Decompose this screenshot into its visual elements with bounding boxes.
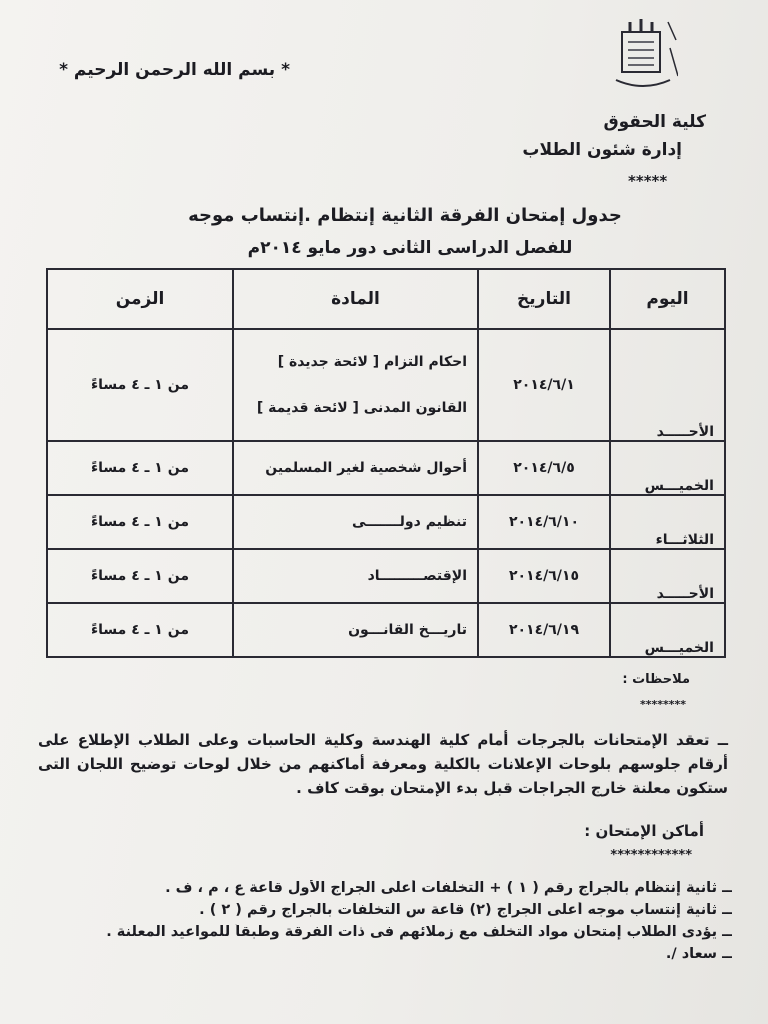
- table-header-row: [47, 269, 725, 329]
- cell-date: ٢٠١٤/٦/١: [478, 329, 610, 441]
- cell-day: الخميـــس: [610, 603, 725, 657]
- exam-places-separator: ************: [610, 848, 692, 863]
- schedule-subtitle: للفصل الدراسى الثانى دور مايو ٢٠١٤م: [247, 238, 573, 258]
- exam-place-line: ــ ثانية إنتساب موجه أعلى الجراج (٢) قاعة س التخلفات بالجراج رقم ( ٢ ) .: [199, 902, 732, 918]
- table-row: [47, 603, 725, 657]
- cell-date: ٢٠١٤/٦/٥: [478, 441, 610, 495]
- faculty-name: كلية الحقوق: [603, 112, 706, 132]
- cell-subject: أحوال شخصية لغير المسلمين: [233, 441, 478, 495]
- exam-place-line: ــ يؤدى الطلاب إمتحان مواد التخلف مع زملائهم فى ذات الفرقة وطبقاً للمواعيد المعلنة .: [106, 924, 732, 940]
- table-row: [47, 441, 725, 495]
- cell-date: ٢٠١٤/٦/١٩: [478, 603, 610, 657]
- basmala: * بسم الله الرحمن الرحيم *: [59, 60, 290, 80]
- cell-time: من ١ ـ ٤ مساءً: [47, 549, 233, 603]
- table-row: [47, 549, 725, 603]
- cell-date: ٢٠١٤/٦/١٠: [478, 495, 610, 549]
- exam-place-line: ــ ثانية إنتظام بالجراج رقم ( ١ ) + التخلفات أعلى الجراج الأول قاعة ع ، م ، ف .: [165, 880, 732, 896]
- notes-paragraph: ــ تعقد الإمتحانات بالجرجات أمام كلية الهندسة وكلية الحاسبات وعلى الطلاب الإطلاع على أرقام جلوسهم بلوحات الإعلانات بالكلية ومعرفة أماكنهم من خلال لوحات توضيح اللجان التى ستكون معلنة خارج الجراجات قبل بدء الإمتحان بوقت كاف .: [38, 731, 728, 797]
- table-row: [47, 329, 725, 441]
- cell-time: من ١ ـ ٤ مساءً: [47, 329, 233, 441]
- cell-day: الثلاثـــاء: [610, 495, 725, 549]
- header-day: اليوم: [610, 269, 725, 329]
- cell-subject: الإقتصـــــــــاد: [233, 549, 478, 603]
- cell-time: من ١ ـ ٤ مساءً: [47, 441, 233, 495]
- cell-day: الخميـــس: [610, 441, 725, 495]
- header-subject: المادة: [233, 269, 478, 329]
- table-row: [47, 495, 725, 549]
- header-time: الزمن: [47, 269, 233, 329]
- cell-date: ٢٠١٤/٦/١٥: [478, 549, 610, 603]
- cell-subject: [233, 329, 478, 441]
- header-separator: *****: [628, 172, 668, 190]
- department-name: إدارة شئون الطلاب: [522, 140, 682, 160]
- cell-time: من ١ ـ ٤ مساءً: [47, 495, 233, 549]
- cell-day: الأحـــــد: [610, 329, 725, 441]
- notes-heading: ملاحظات :: [622, 672, 690, 687]
- cell-subject: تاريـــخ القانـــون: [233, 603, 478, 657]
- schedule-title: جدول إمتحان الفرقة الثانية إنتظام .إنتساب موجه: [188, 205, 622, 226]
- cell-time: من ١ ـ ٤ مساءً: [47, 603, 233, 657]
- notes-separator: ********: [639, 698, 686, 711]
- subject-line: القانون المدنى [ لائحة قديمة ]: [256, 400, 467, 416]
- exam-places-heading: أماكن الإمتحان :: [584, 822, 704, 840]
- university-seal-icon: [608, 18, 678, 98]
- header-date: التاريخ: [478, 269, 610, 329]
- subject-line: احكام التزام [ لائحة جديدة ]: [277, 354, 467, 370]
- exam-place-line: ــ سعاد /.: [665, 946, 732, 962]
- cell-subject: تنظيم دولـــــــى: [233, 495, 478, 549]
- exam-schedule-table: [46, 268, 726, 658]
- cell-day: الأحـــــد: [610, 549, 725, 603]
